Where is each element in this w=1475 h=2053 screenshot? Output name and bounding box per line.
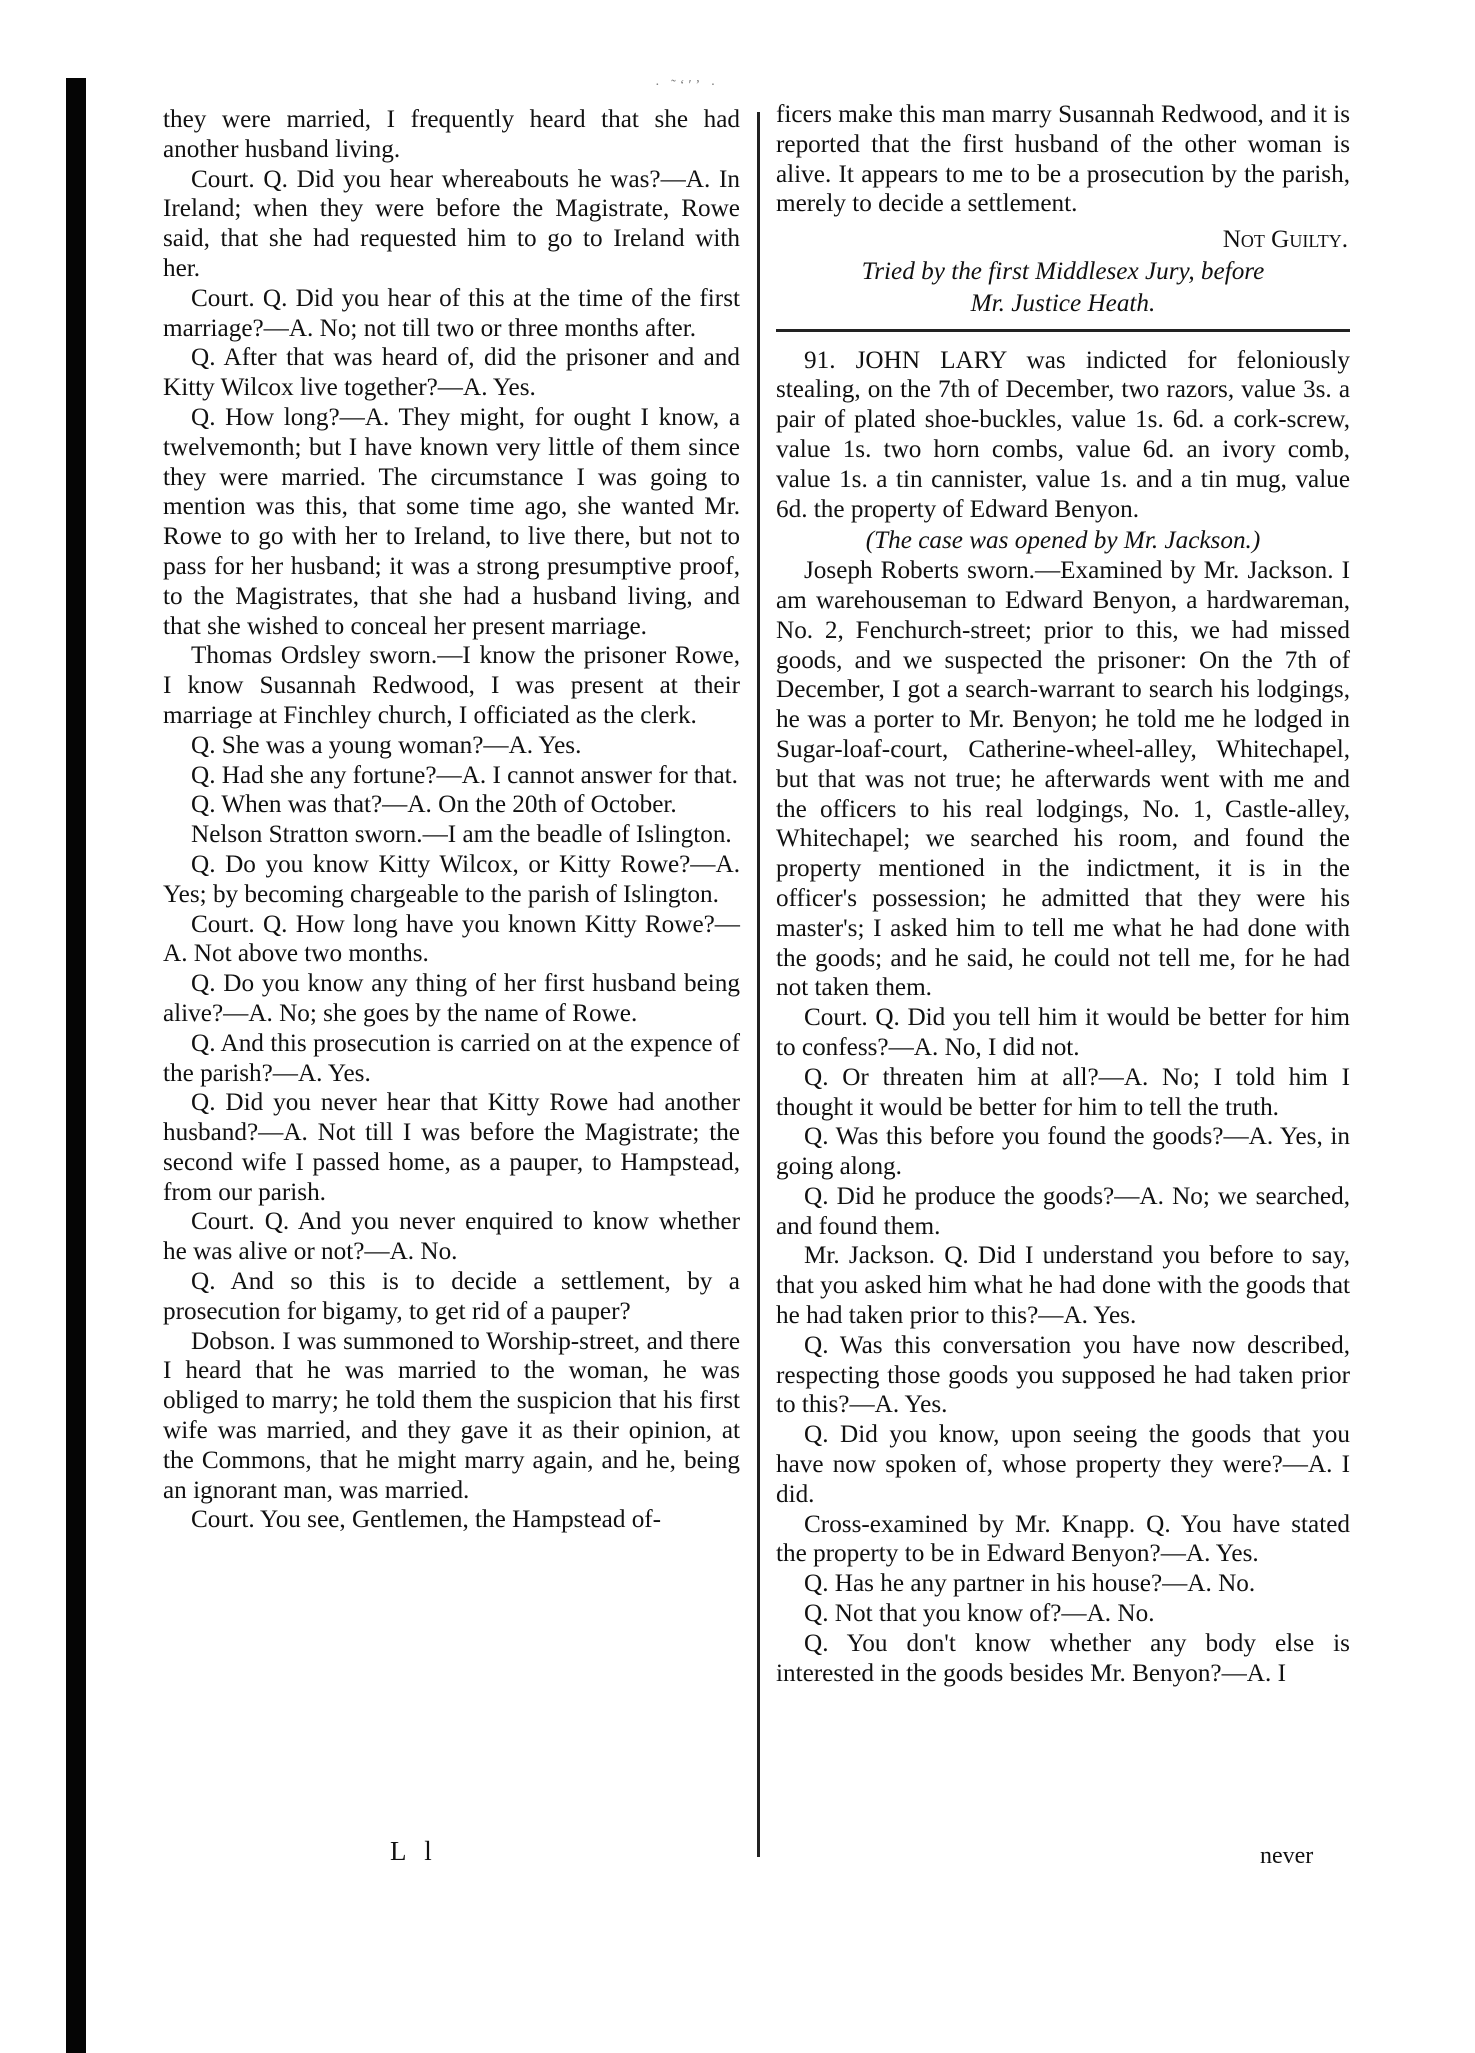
paragraph: Q. Not that you know of?—A. No.	[804, 1600, 1155, 1628]
case-separator-rule	[776, 329, 1350, 332]
paragraph: Q. Or threaten him at all?—A. No; I told him I thought it would be better for him to tell the truth.	[776, 1063, 1350, 1121]
catchword: never	[1260, 1843, 1314, 1869]
paragraph: Dobson. I was summoned to Worship-street, and there I heard that he was married to the woman, he was obliged to marry; he told them the suspicion that his first wife was married, and they gave it as their opinion, at the Commons, that he might marry again, and he, being an ignorant man, was married.	[163, 1327, 740, 1504]
paragraph: 91. JOHN LARY was indicted for feloniously stealing, on the 7th of December, two razors, value 3s. a pair of plated shoe-buckles, value 1s. 6d. a cork-screw, value 1s. two horn combs, value 6d. an ivory comb, value 1s. a tin cannister, value 1s. and a tin mug, value 6d. the property of Edward Benyon.	[776, 346, 1350, 523]
right-column	[776, 100, 1350, 1688]
paragraph: Nelson Stratton sworn.—I am the beadle of Islington.	[191, 821, 732, 849]
tried-before-judge: Mr. Justice Heath.	[970, 289, 1156, 317]
tried-before-line: Tried by the first Middlesex Jury, before	[861, 257, 1265, 285]
paragraph: ficers make this man marry Susannah Redwood, and it is reported that the first husband of the other woman is alive. It appears to me to be a prosecution by the parish, merely to decide a settlement.	[776, 101, 1350, 218]
paragraph: Q. After that was heard of, did the prisoner and and Kitty Wilcox live together?—A. Yes.	[163, 344, 740, 402]
paragraph: Q. Do you know Kitty Wilcox, or Kitty Rowe?—A. Yes; by becoming chargeable to the parish of Islington.	[163, 850, 740, 908]
signature-mark: L l	[390, 1836, 438, 1866]
left-column	[163, 105, 740, 1535]
paragraph: Q. And this prosecution is carried on at the expence of the parish?—A. Yes.	[163, 1029, 740, 1087]
paragraph: Mr. Jackson. Q. Did I understand you before to say, that you asked him what he had done with the goods that he had taken prior to this?—A. Yes.	[776, 1242, 1350, 1330]
paragraph: Q. Did you never hear that Kitty Rowe had another husband?—A. Not till I was before the Magistrate; the second wife I passed home, as a pauper, to Hampstead, from our parish.	[163, 1089, 740, 1206]
paragraph: Q. Has he any partner in his house?—A. No.	[804, 1570, 1256, 1598]
verdict: Not Guilty.	[1222, 226, 1348, 254]
paragraph: Court. Q. How long have you known Kitty Rowe?—A. Not above two months.	[163, 910, 740, 968]
paragraph: Q. Did he produce the goods?—A. No; we searched, and found them.	[776, 1182, 1350, 1240]
paragraph: Q. How long?—A. They might, for ought I know, a twelvemonth; but I have known very little of them since they were married. The circumstance I was going to mention was this, that some time ago, she wanted Mr. Rowe to go with her to Ireland, to live there, but not to pass for her husband; it was a strong presumptive proof, to the Magistrates, that she had a husband living, and that she wished to conceal her present marriage.	[163, 403, 740, 640]
paragraph: Cross-examined by Mr. Knapp. Q. You have stated the property to be in Edward Benyon?—A. Yes.	[776, 1510, 1350, 1568]
paragraph: Q. Was this before you found the goods?—A. Yes, in going along.	[776, 1123, 1350, 1181]
paragraph: Q. She was a young woman?—A. Yes.	[191, 731, 582, 759]
paragraph: Q. Do you know any thing of her first husband being alive?—A. No; she goes by the name of Rowe.	[163, 970, 740, 1027]
paragraph: Q. Had she any fortune?—A. I cannot answer for that.	[191, 761, 738, 789]
paragraph: Q. Was this conversation you have now described, respecting those goods you supposed he had taken prior to this?—A. Yes.	[776, 1331, 1350, 1419]
paragraph: Court. Q. And you never enquired to know whether he was alive or not?—A. No.	[163, 1208, 740, 1266]
paragraph: Court. Q. Did you hear whereabouts he was?—A. In Ireland; when they were before the Magistrate, Rowe said, that she had requested him to go to Ireland with her.	[163, 165, 740, 282]
paragraph: Court. Q. Did you hear of this at the time of the first marriage?—A. No; not till two or three months after.	[163, 284, 740, 342]
paragraph: Q. You don't know whether any body else is interested in the goods besides Mr. Benyon?—A. I	[776, 1629, 1350, 1687]
paragraph: Q. When was that?—A. On the 20th of October.	[191, 791, 677, 819]
column-divider	[757, 112, 760, 1857]
top-marks: · ˜‘′’ ·	[655, 78, 720, 93]
paragraph: Court. You see, Gentlemen, the Hampstead of-	[191, 1506, 662, 1534]
paragraph: Q. Did you know, upon seeing the goods that you have now spoken of, whose property they were?—A. I did.	[776, 1421, 1350, 1508]
page-edge-shadow	[66, 78, 86, 2053]
paragraph: Thomas Ordsley sworn.—I know the prisoner Rowe, I know Susannah Redwood, I was present at their marriage at Finchley church, I officiated as the clerk.	[163, 642, 740, 729]
paragraph: Court. Q. Did you tell him it would be better for him to confess?—A. No, I did not.	[776, 1004, 1350, 1061]
case-opened-note: (The case was opened by Mr. Jackson.)	[865, 527, 1261, 555]
paragraph: they were married, I frequently heard that she had another husband living.	[163, 106, 740, 163]
paragraph: Q. And so this is to decide a settlement, by a prosecution for bigamy, to get rid of a pauper?	[163, 1268, 740, 1325]
paragraph: Joseph Roberts sworn.—Examined by Mr. Jackson. I am warehouseman to Edward Benyon, a hardwareman, No. 2, Fenchurch-street; prior to this, we had missed goods, and we suspected the prisoner: On the 7th of December, I got a search-warrant to search his lodgings, he was a porter to Mr. Benyon; he told me he lodged in Sugar-loaf-court, Catherine-wheel-alley, Whitechapel, but that was not true; he afterwards went with me and the officers to his real lodgings, No. 1, Castle-alley, Whitechapel; we searched his room, and found the property mentioned in the indictment, it is in the officer's possession; he admitted that they were his master's; I asked him to tell me what he had done with the goods; and he said, he could not tell me, for he had not taken them.	[776, 557, 1350, 1002]
